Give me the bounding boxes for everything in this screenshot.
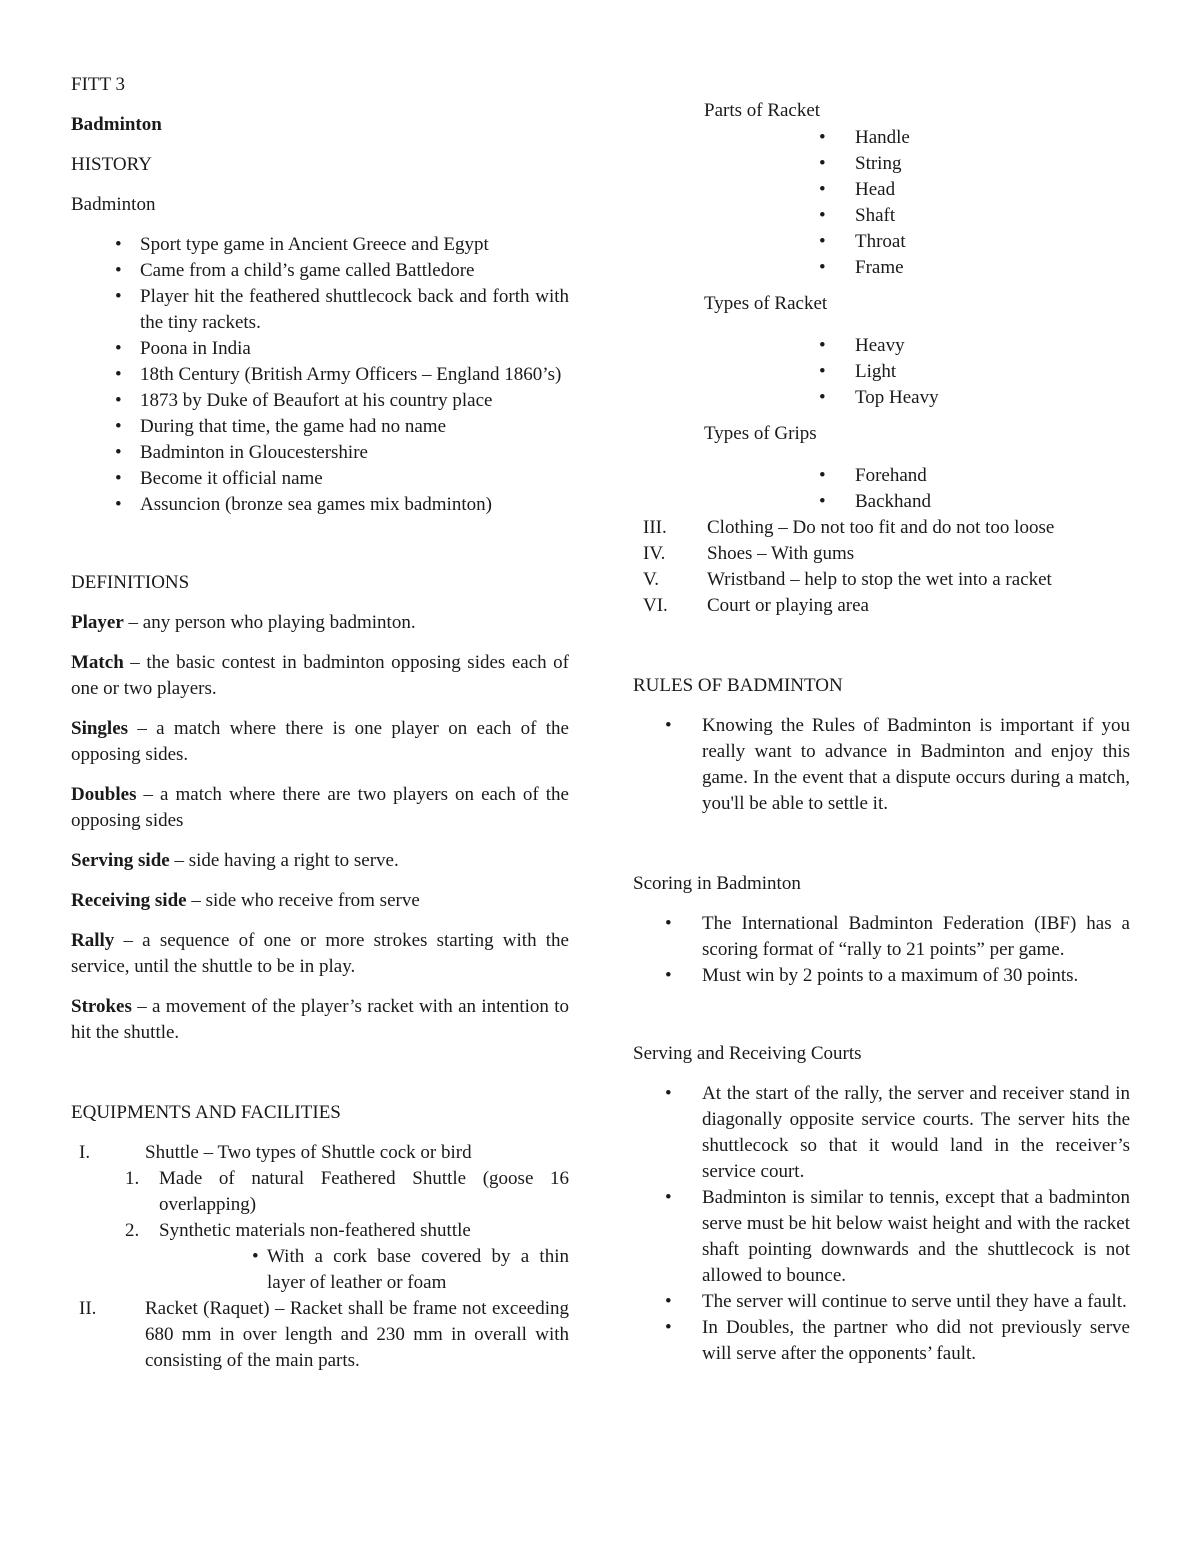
list-item: • Shaft xyxy=(819,205,896,226)
list-item: • Forehand xyxy=(819,465,927,486)
history-subheading: Badminton xyxy=(71,194,156,215)
list-item: • Badminton is similar to tennis, except that a badminton serve must be hit below waist height and with the racket shaft pointing downwards and the shuttlecock is not allowed to bounce. xyxy=(665,1187,1130,1286)
history-heading: HISTORY xyxy=(71,154,152,175)
list-item: • The server will continue to serve until they have a fault. xyxy=(665,1291,1127,1312)
list-item: • Throat xyxy=(819,231,906,252)
definition-doubles: Doubles – a match where there are two players on each of the opposing sides xyxy=(71,784,569,831)
equipment-item-wristband: V. Wristband – help to stop the wet into a racket xyxy=(643,569,1052,590)
list-item: • Backhand xyxy=(819,491,931,512)
equipment-heading: EQUIPMENTS AND FACILITIES xyxy=(71,1102,341,1123)
definition-strokes: Strokes – a movement of the player’s racket with an intention to hit the shuttle. xyxy=(71,996,569,1043)
list-item: • Knowing the Rules of Badminton is important if you really want to advance in Badminton and enjoy this game. In the event that a dispute occurs during a match, you'll be able to settle it. xyxy=(665,715,1130,814)
shuttle-type-1: 1. Made of natural Feathered Shuttle (goose 16 overlapping) xyxy=(125,1168,569,1215)
list-item: • Become it official name xyxy=(115,468,323,489)
shuttle-type-2: 2. Synthetic materials non-feathered shuttle xyxy=(125,1220,471,1241)
doc-code: FITT 3 xyxy=(71,74,126,95)
list-item: • During that time, the game had no name xyxy=(115,416,447,437)
shuttle-type-2-detail: • With a cork base covered by a thin layer of leather or foam xyxy=(252,1246,569,1293)
rules-list xyxy=(633,713,1130,817)
scoring-list xyxy=(633,911,1130,989)
equipment-item-court: VI. Court or playing area xyxy=(643,595,869,616)
serving-list xyxy=(633,1081,1130,1367)
list-item: • Poona in India xyxy=(115,338,251,359)
racket-types-heading: Types of Racket xyxy=(704,293,828,314)
list-item: • 18th Century (British Army Officers – England 1860’s) xyxy=(115,364,562,385)
list-item: • The International Badminton Federation (IBF) has a scoring format of “rally to 21 points” per game. xyxy=(665,913,1130,960)
scoring-heading: Scoring in Badminton xyxy=(633,873,801,894)
doc-title: Badminton xyxy=(71,114,162,135)
list-item: • Top Heavy xyxy=(819,387,939,408)
parts-heading: Parts of Racket xyxy=(704,100,821,121)
list-item: • Head xyxy=(819,179,896,200)
rules-heading: RULES OF BADMINTON xyxy=(633,675,843,696)
list-item: • Heavy xyxy=(819,335,905,356)
left-column xyxy=(71,72,569,1374)
definitions-heading: DEFINITIONS xyxy=(71,572,190,593)
definition-singles: Singles – a match where there is one player on each of the opposing sides. xyxy=(71,718,569,765)
list-item: • Light xyxy=(819,361,897,382)
list-item: • Player hit the feathered shuttlecock back and forth with the tiny rackets. xyxy=(115,286,569,333)
serving-heading: Serving and Receiving Courts xyxy=(633,1043,862,1064)
list-item: • Frame xyxy=(819,257,904,278)
definition-serving-side: Serving side – side having a right to serve. xyxy=(71,850,399,871)
list-item: • At the start of the rally, the server and receiver stand in diagonally opposite service courts. The server hits the shuttlecock so that it would land in the receiver’s service court. xyxy=(665,1083,1130,1182)
grip-types-heading: Types of Grips xyxy=(704,423,817,444)
grip-types-list xyxy=(633,463,1130,515)
equipment-item-racket: II. Racket (Raquet) – Racket shall be frame not exceeding 680 mm in over length and 230 mm in overall with consisting of the main parts. xyxy=(79,1298,569,1371)
parts-list xyxy=(633,125,1130,281)
equipment-item-clothing: III. Clothing – Do not too fit and do not too loose xyxy=(643,517,1055,538)
definition-player: Player – any person who playing badminton. xyxy=(71,612,416,633)
list-item: • String xyxy=(819,153,902,174)
equipment-item-shuttle: I. Shuttle – Two types of Shuttle cock or bird xyxy=(79,1142,472,1163)
list-item: • In Doubles, the partner who did not previously serve will serve after the opponents’ fault. xyxy=(665,1317,1130,1364)
definition-rally: Rally – a sequence of one or more strokes starting with the service, until the shuttle to be in play. xyxy=(71,930,569,977)
history-list xyxy=(71,232,569,518)
list-item: • Sport type game in Ancient Greece and Egypt xyxy=(115,234,489,255)
equipment-item-shoes: IV. Shoes – With gums xyxy=(643,543,855,564)
definition-match: Match – the basic contest in badminton opposing sides each of one or two players. xyxy=(71,652,569,699)
list-item: • Came from a child’s game called Battledore xyxy=(115,260,475,281)
right-column xyxy=(633,98,1130,1367)
list-item: • Handle xyxy=(819,127,910,148)
racket-types-list xyxy=(633,333,1130,411)
list-item: • Must win by 2 points to a maximum of 30 points. xyxy=(665,965,1079,986)
list-item: • Badminton in Gloucestershire xyxy=(115,442,368,463)
definition-receiving-side: Receiving side – side who receive from serve xyxy=(71,890,420,911)
list-item: • 1873 by Duke of Beaufort at his country place xyxy=(115,390,493,411)
list-item: • Assuncion (bronze sea games mix badminton) xyxy=(115,494,492,515)
